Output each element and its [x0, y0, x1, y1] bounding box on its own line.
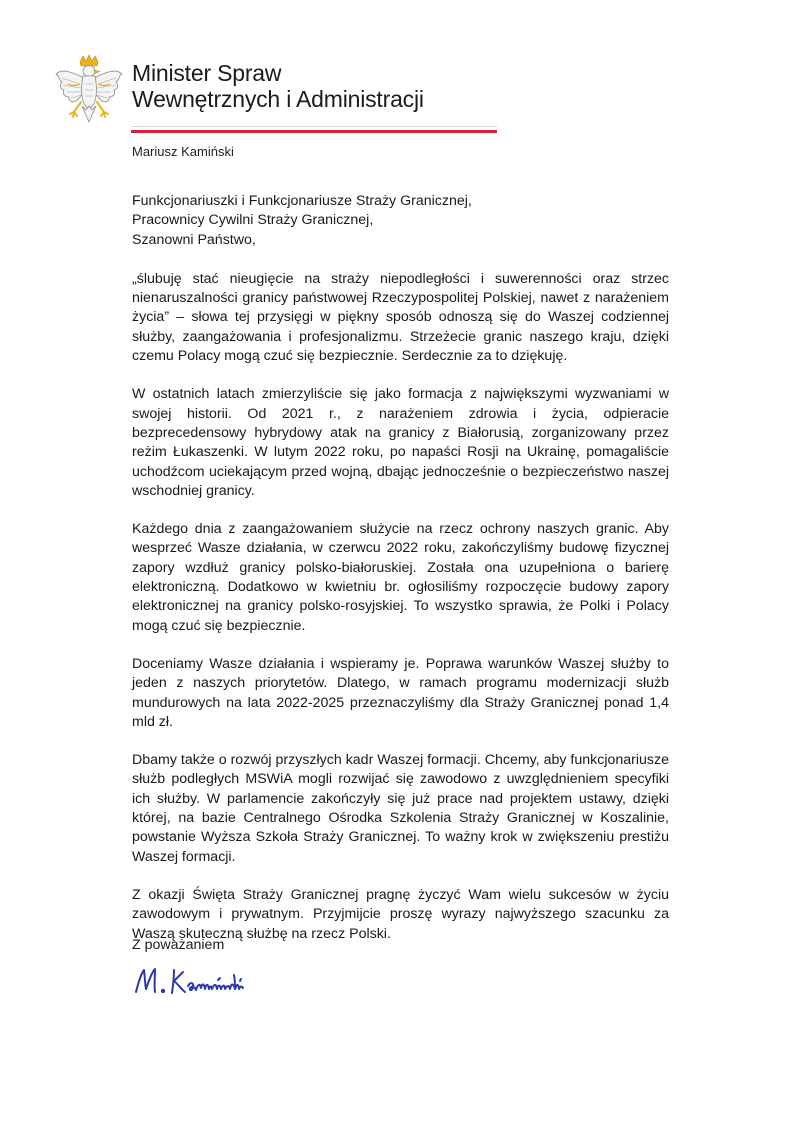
salutation-line: Szanowni Państwo,	[132, 231, 256, 248]
paragraph-challenges: W ostatnich latach zmierzyliście się jako formacja z największymi wyzwaniami w swojej historii. Od 2021 r., z narażeniem zdrowia i życia, odpieracie bezprecedensowy hybrydowy atak na granicy z Białorusią, zorganizowany przez reżim Łukaszenki. W lutym 2022 roku, po napaści Rosji na Ukrainę, pomagaliście uchodźcom uciekającym przed wojną, dbając jednocześnie o bezpieczeństwo naszej wschodniej granicy.	[132, 386, 669, 499]
closing-phrase: Z poważaniem	[132, 937, 225, 953]
flag-red-band	[131, 130, 497, 133]
polish-eagle-emblem-icon	[54, 54, 124, 134]
ministry-title	[132, 60, 424, 112]
letterhead	[54, 54, 454, 139]
paragraph-border-protection: Każdego dnia z zaangażowaniem służycie na rzecz ochrony naszych granic. Aby wesprzeć Wasze działania, w czerwcu 2022 roku, zakończyliśmy budowę fizycznej zapory wzdłuż granicy polsko-białoruskiej. Została ona uzupełniona o barierę elektroniczną. Dodatkowo w kwietniu br. ogłosiliśmy rozpoczęcie budowy zapory elektronicznej na granicy polsko-rosyjskiej. To wszystko sprawia, że Polki i Polacy mogą czuć się bezpiecznie.	[132, 521, 669, 634]
handwritten-signature	[132, 962, 307, 1000]
salutation-line: Funkcjonariuszki i Funkcjonariusze Straży Granicznej,	[132, 193, 472, 209]
salutation-line: Pracownicy Cywilni Straży Granicznej,	[132, 212, 374, 229]
ministry-title-line1: Minister Spraw	[132, 60, 282, 86]
ministry-title-line2: Wewnętrznych i Administracji	[132, 86, 424, 112]
paragraph-modernization: Doceniamy Wasze działania i wspieramy je. Poprawa warunków Waszej służby to jeden z naszych priorytetów. Dlatego, w ramach programu modernizacji służb mundurowych na lata 2022-2025 przeznaczyliśmy dla Straży Granicznej ponad 1,4 mld zł.	[132, 655, 669, 730]
paragraph-oath: „ślubuję stać nieugięcie na straży niepodległości i suwerenności oraz strzec nienaruszalności granicy państwowej Rzeczypospolitej Polskiej, nawet z narażeniem życia” – słowa tej przysięgi w piękny sposób odnoszą się do Waszej codziennej służby, zaangażowania i profesjonalizmu. Strzeżecie granic naszego kraju, dzięki czemu Polacy mogą czuć się bezpiecznie. Serdecznie za to dziękuję.	[132, 270, 669, 365]
salutation	[132, 192, 669, 250]
letter-body	[132, 192, 669, 963]
paragraph-wishes: Z okazji Święta Straży Granicznej pragnę życzyć Wam wielu sukcesów w życiu zawodowym i prywatnym. Przyjmijcie proszę wyrazy najwyższego szacunku za Waszą skuteczną służbę na rzecz Polski.	[132, 886, 669, 942]
paragraph-education: Dbamy także o rozwój przyszłych kadr Waszej formacji. Chcemy, aby funkcjonariusze służb podległych MSWiA mogli rozwijać się zawodowo z uwzględnieniem specyfiki ich służby. W parlamencie zakończyły się już prace nad projektem ustawy, dzięki której, na bazie Centralnego Ośrodka Szkolenia Straży Granicznej w Koszalinie, powstanie Wyższa Szkoła Straży Granicznej. To ważny krok w zwiększeniu prestiżu Waszej formacji.	[132, 752, 669, 865]
flag-divider	[131, 126, 497, 134]
minister-name: Mariusz Kamiński	[132, 144, 234, 159]
